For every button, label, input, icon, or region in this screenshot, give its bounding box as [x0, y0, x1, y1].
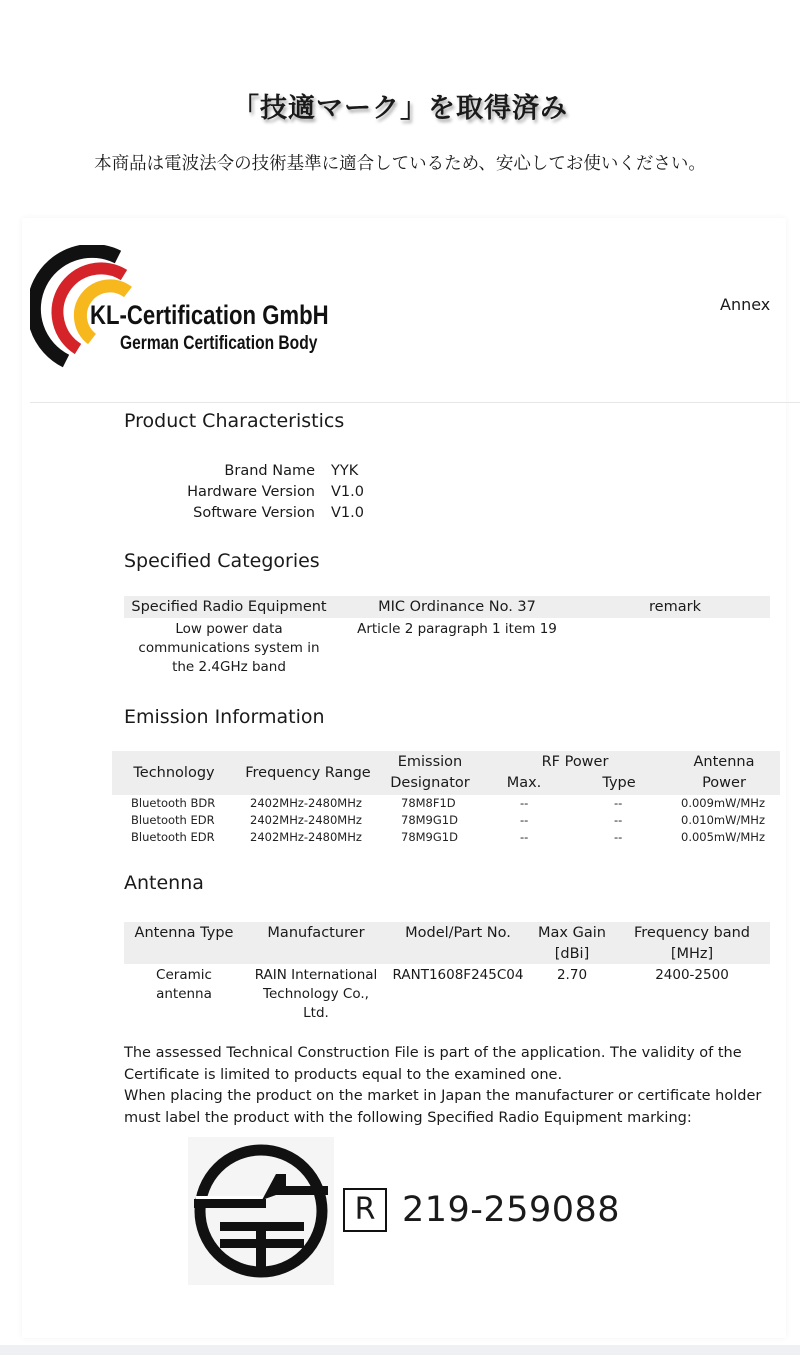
note-line-3: When placing the product on the market in Japan the manufacturer or certificate holder	[124, 1088, 762, 1104]
emission-row3-frequency: 2402MHz-2480MHz	[250, 830, 362, 844]
emission-header-rf-max: Max.	[506, 775, 542, 791]
antenna-manufacturer-line3: Ltd.	[303, 1005, 329, 1021]
emission-row3-type: --	[614, 830, 623, 844]
antenna-title: Antenna	[124, 872, 204, 894]
emission-header-rf-power: RF Power	[541, 754, 609, 770]
emission-row2-antenna-power: 0.010mW/MHz	[681, 813, 765, 827]
categories-equipment-line3: the 2.4GHz band	[172, 659, 286, 675]
page-subheading: 本商品は電波法令の技術基準に適合しているため、安心してお使いください。	[94, 154, 706, 174]
categories-header-remark: remark	[649, 599, 701, 615]
emission-row1-antenna-power: 0.009mW/MHz	[681, 796, 765, 810]
brand-name-label: Brand Name	[224, 463, 315, 479]
emission-header-frequency: Frequency Range	[245, 765, 371, 781]
note-line-1: The assessed Technical Construction File is part of the application. The validity of the	[124, 1045, 742, 1061]
specified-categories-title: Specified Categories	[124, 550, 320, 572]
emission-header-antenna-line1: Antenna	[693, 754, 755, 770]
antenna-header-model: Model/Part No.	[405, 925, 511, 941]
emission-row2-designator: 78M9G1D	[401, 813, 458, 827]
emission-row1-designator: 78M8F1D	[401, 796, 456, 810]
bottom-band	[0, 1345, 800, 1355]
antenna-type-line1: Ceramic	[156, 967, 212, 983]
categories-equipment-line1: Low power data	[175, 621, 283, 637]
registration-number: 219-259088	[402, 1190, 621, 1230]
antenna-header-gain-line2: [dBi]	[554, 946, 590, 962]
note-line-4: must label the product with the following Specified Radio Equipment marking:	[124, 1109, 692, 1126]
antenna-gain-value: 2.70	[556, 967, 588, 983]
emission-row2-max: --	[520, 813, 529, 827]
emission-header-designator-line2: Designator	[390, 775, 470, 791]
registered-r-box: R	[343, 1188, 387, 1232]
antenna-header-gain-line1: Max Gain	[538, 925, 606, 941]
antenna-band-value: 2400-2500	[655, 967, 729, 983]
antenna-manufacturer-line2: Technology Co.,	[263, 986, 369, 1002]
hardware-version-value: V1.0	[331, 484, 364, 500]
annex-label: Annex	[720, 295, 771, 314]
antenna-manufacturer-line1: RAIN International	[254, 967, 378, 983]
giteki-mark-icon	[190, 1140, 332, 1282]
logo-tagline: German Certification Body	[120, 333, 318, 354]
antenna-header-band-line1: Frequency band	[634, 925, 750, 941]
categories-header-ordinance: MIC Ordinance No. 37	[378, 599, 536, 615]
antenna-model-value: RANT1608F245C04	[392, 967, 524, 983]
antenna-type-line2: antenna	[156, 986, 212, 1002]
emission-row2-frequency: 2402MHz-2480MHz	[250, 813, 362, 827]
emission-row1-frequency: 2402MHz-2480MHz	[250, 796, 362, 810]
emission-row3-max: --	[520, 830, 529, 844]
emission-information-title: Emission Information	[124, 706, 325, 728]
brand-name-value: YYK	[331, 463, 359, 479]
antenna-header-type: Antenna Type	[134, 925, 234, 941]
emission-row2-technology: Bluetooth EDR	[131, 813, 215, 827]
emission-header-antenna-line2: Power	[702, 775, 746, 791]
emission-row1-technology: Bluetooth BDR	[131, 796, 216, 810]
page-heading: 「技適マーク」を取得済み	[232, 93, 568, 124]
software-version-label: Software Version	[193, 505, 315, 521]
emission-row2-type: --	[614, 813, 623, 827]
emission-header-technology: Technology	[133, 765, 215, 781]
emission-row3-antenna-power: 0.005mW/MHz	[681, 830, 765, 844]
antenna-header-band-line2: [MHz]	[670, 946, 714, 962]
certificate-note	[124, 1043, 764, 1129]
emission-row3-technology: Bluetooth EDR	[131, 830, 215, 844]
emission-header-designator-line1: Emission	[397, 754, 463, 770]
emission-row1-max: --	[520, 796, 529, 810]
categories-ordinance-value: Article 2 paragraph 1 item 19	[357, 621, 557, 637]
software-version-value: V1.0	[331, 505, 364, 521]
antenna-header-manufacturer: Manufacturer	[267, 925, 365, 941]
hardware-version-label: Hardware Version	[187, 484, 315, 500]
categories-equipment-line2: communications system in	[138, 640, 320, 656]
note-line-2: Certificate is limited to products equal to the examined one.	[124, 1066, 563, 1083]
emission-row1-type: --	[614, 796, 623, 810]
logo-company-name: KL-Certification GmbH	[90, 300, 329, 330]
header-divider	[30, 402, 800, 403]
categories-header-equipment: Specified Radio Equipment	[131, 599, 327, 615]
emission-header-rf-type: Type	[602, 775, 636, 791]
emission-row3-designator: 78M9G1D	[401, 830, 458, 844]
product-characteristics-title: Product Characteristics	[124, 410, 345, 432]
